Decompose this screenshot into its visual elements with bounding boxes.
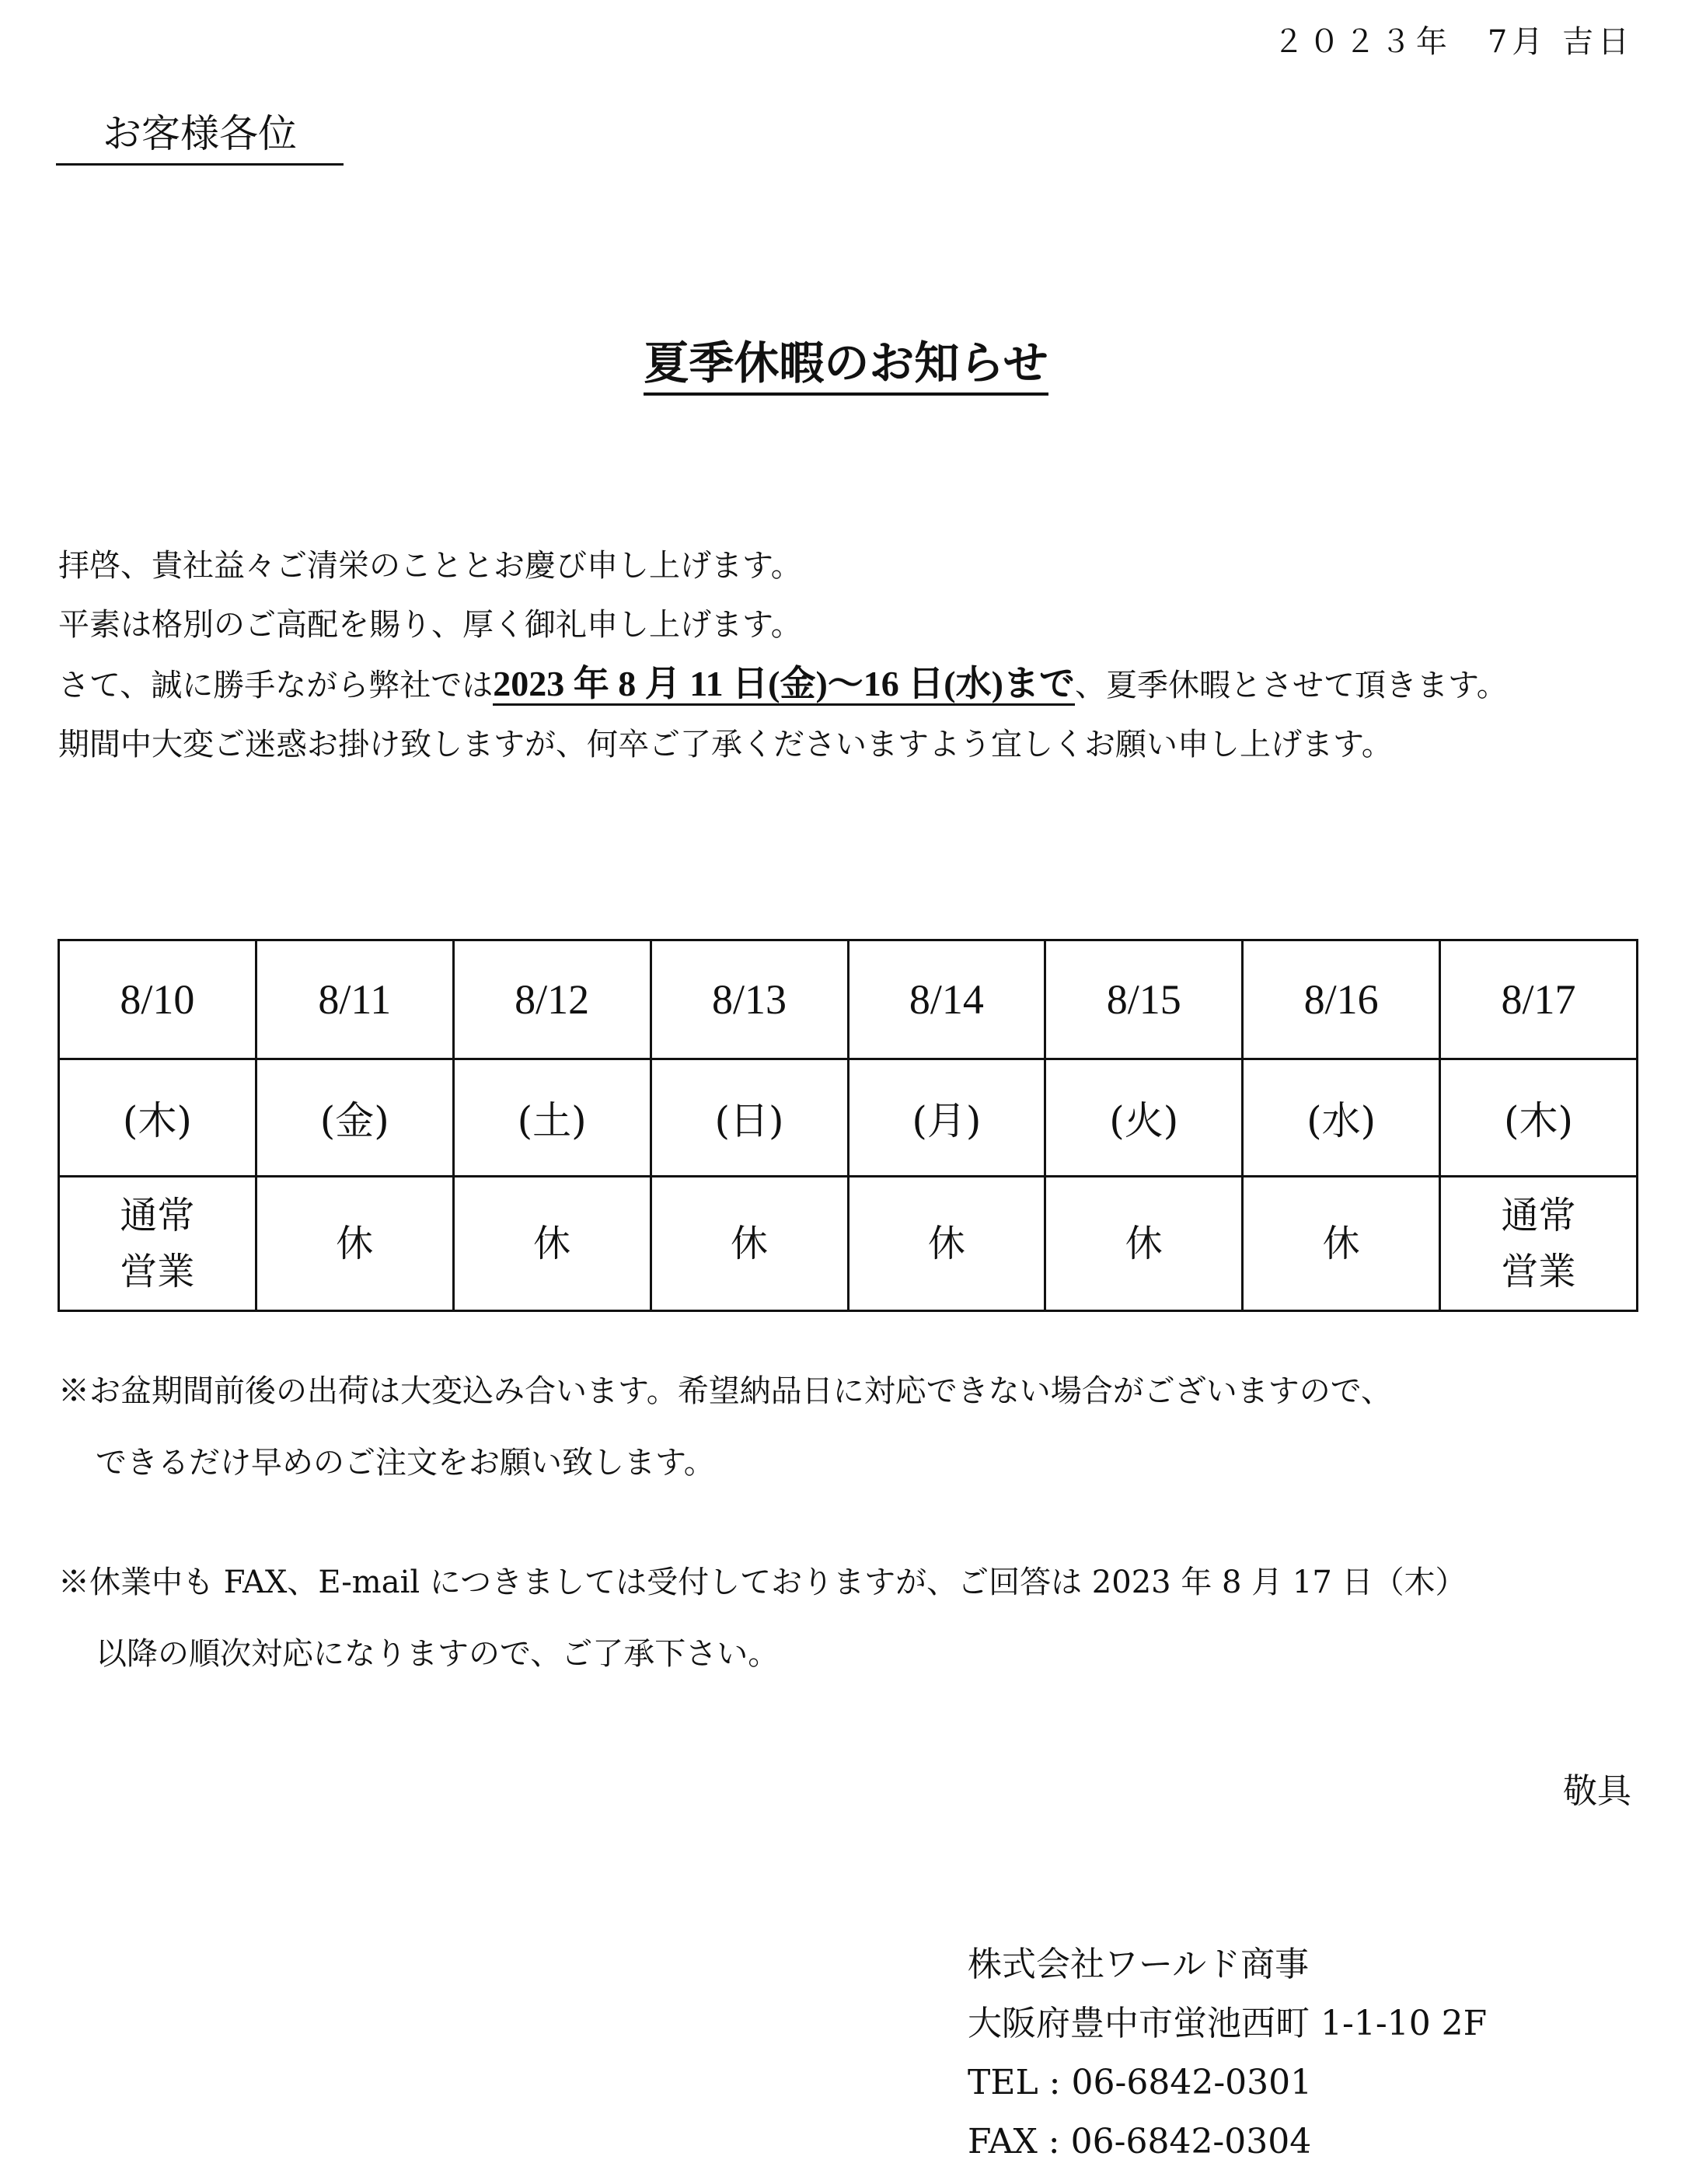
schedule-status-cell xyxy=(59,1177,256,1311)
schedule-status-text: 通常 営業 xyxy=(120,1194,195,1293)
body-line-holiday-announcement xyxy=(58,654,1644,715)
body-line-holiday-prefix: さて、誠に勝手ながら弊社では xyxy=(58,668,494,703)
schedule-weekday-cell: (水) xyxy=(1243,1059,1440,1177)
schedule-date-cell: 8/17 xyxy=(1440,940,1638,1059)
schedule-date-cell: 8/16 xyxy=(1243,940,1440,1059)
note-fax-line2: 以降の順次対応になりますので、ご了承下さい。 xyxy=(96,1636,780,1672)
schedule-date-cell: 8/10 xyxy=(59,940,256,1059)
schedule-date-cell: 8/14 xyxy=(848,940,1045,1059)
schedule-weekday-row xyxy=(59,1059,1638,1177)
body-line-greeting: 拝啓、貴社益々ご清栄のこととお慶び申し上げます。 xyxy=(58,548,802,584)
schedule-status-text: 通常 営業 xyxy=(1501,1194,1576,1293)
body-line-apology: 期間中大変ご迷惑お掛け致しますが、何卒ご了承くださいますよう宜しくお願い申し上げます。 xyxy=(58,727,1393,762)
schedule-date-cell: 8/15 xyxy=(1045,940,1243,1059)
schedule-date-cell: 8/11 xyxy=(256,940,453,1059)
schedule-status-cell xyxy=(453,1177,651,1311)
document-date: ２０２３年 7月 吉日 xyxy=(1272,24,1634,60)
schedule-date-cell: 8/13 xyxy=(651,940,848,1059)
closing-remark: 敬具 xyxy=(1563,1771,1631,1811)
holiday-period-emphasis: 2023 年 8 月 11 日(金)～16 日(水)まで xyxy=(493,664,1075,706)
schedule-status-cell xyxy=(651,1177,848,1311)
schedule-status-text: 休 xyxy=(927,1222,965,1265)
note-shipping-line2: できるだけ早めのご注文をお願い致します。 xyxy=(96,1445,715,1481)
schedule-weekday-cell: (月) xyxy=(848,1059,1045,1177)
body-line-holiday-suffix: 、夏季休暇とさせて頂きます。 xyxy=(1074,668,1508,703)
schedule-status-row xyxy=(59,1177,1638,1311)
holiday-schedule-table xyxy=(58,939,1638,1312)
note-fax-email xyxy=(58,1547,1644,1690)
schedule-date-row xyxy=(59,940,1638,1059)
schedule-weekday-cell: (金) xyxy=(256,1059,453,1177)
schedule-date-cell: 8/12 xyxy=(453,940,651,1059)
schedule-status-text: 休 xyxy=(1322,1222,1360,1265)
schedule-weekday-cell: (火) xyxy=(1045,1059,1243,1177)
company-tel: TEL : 06-6842-0301 xyxy=(968,2063,1313,2102)
recipient-salutation: お客様各位 xyxy=(56,103,344,166)
schedule-weekday-cell: (木) xyxy=(59,1059,256,1177)
schedule-status-cell xyxy=(1243,1177,1440,1311)
schedule-status-cell xyxy=(1440,1177,1638,1311)
company-address: 大阪府豊中市蛍池西町 1-1-10 2F xyxy=(968,2004,1488,2043)
note-shipping-line1: ※お盆期間前後の出荷は大変込み合います。希望納品日に対応できない場合がございますので、 xyxy=(58,1373,1392,1409)
schedule-weekday-cell: (木) xyxy=(1440,1059,1638,1177)
body-line-thanks: 平素は格別のご高配を賜り、厚く御礼申し上げます。 xyxy=(58,607,802,643)
note-shipping-congestion xyxy=(58,1355,1644,1498)
schedule-status-cell xyxy=(848,1177,1045,1311)
notice-title: 夏季休暇のお知らせ xyxy=(644,337,1048,396)
schedule-status-text: 休 xyxy=(731,1222,769,1265)
schedule-status-cell xyxy=(256,1177,453,1311)
schedule-status-cell xyxy=(1045,1177,1243,1311)
notice-title-wrapper xyxy=(0,326,1692,392)
schedule-status-text: 休 xyxy=(336,1222,374,1265)
schedule-status-text: 休 xyxy=(533,1222,571,1265)
schedule-weekday-cell: (土) xyxy=(453,1059,651,1177)
note-fax-line1: ※休業中も FAX、E-mail につきましては受付しておりますが、ご回答は 2023 年 8 月 17 日（木） xyxy=(58,1565,1467,1600)
company-name: 株式会社ワールド商事 xyxy=(968,1945,1310,1984)
company-info xyxy=(968,1935,1487,2172)
notice-body xyxy=(58,536,1644,774)
company-fax: FAX : 06-6842-0304 xyxy=(968,2122,1312,2161)
schedule-status-text: 休 xyxy=(1125,1222,1163,1265)
schedule-weekday-cell: (日) xyxy=(651,1059,848,1177)
